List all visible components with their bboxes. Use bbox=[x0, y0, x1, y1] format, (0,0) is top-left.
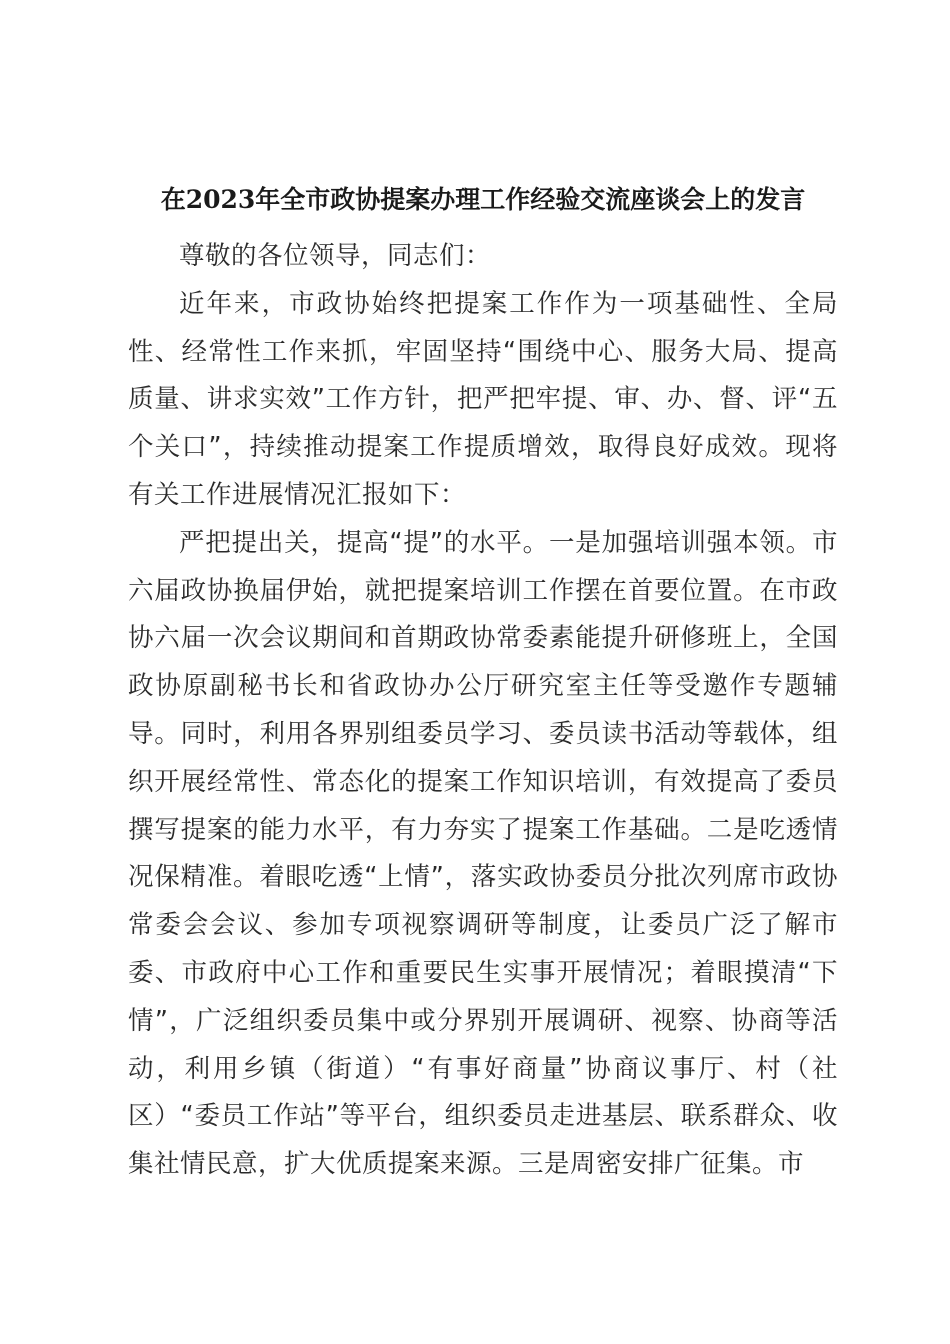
paragraph-proposal-submission: 严把提出关，提高“提”的水平。一是加强培训强本领。市六届政协换届伊始，就把提案培训工作摆在首要位置。在市政协六届一次会议期间和首期政协常委素能提升研修班上，全国政协原副秘书长和省政协办公厅研究室主任等受邀作专题辅导。同时，利用各界别组委员学习、委员读书活动等载体，组织开展经常性、常态化的提案工作知识培训，有效提高了委员撰写提案的能力水平，有力夯实了提案工作基础。二是吃透情况保精准。着眼吃透“上情”，落实政协委员分批次列席市政协常委会会议、参加专项视察调研等制度，让委员广泛了解市委、市政府中心工作和重要民生实事开展情况；着眼摸清“下情”，广泛组织委员集中或分界别开展调研、视察、协商等活动，利用乡镇（街道）“有事好商量”协商议事厅、村（社区）“委员工作站”等平台，组织委员走进基层、联系群众、收集社情民意，扩大优质提案来源。三是周密安排广征集。市 bbox=[128, 527, 838, 1180]
document-title: 在2023年全市政协提案办理工作经验交流座谈会上的发言 bbox=[160, 185, 806, 214]
document-body bbox=[128, 233, 838, 1189]
paragraph-intro: 近年来，市政协始终把提案工作作为一项基础性、全局性、经常性工作来抓，牢固坚持“围绕中心、服务大局、提高质量、讲求实效”工作方针，把严把牢提、审、办、督、评“五个关口”，持续推动提案工作提质增效，取得良好成效。现将有关工作进展情况汇报如下： bbox=[128, 288, 838, 510]
greeting: 尊敬的各位领导，同志们： bbox=[179, 241, 492, 271]
